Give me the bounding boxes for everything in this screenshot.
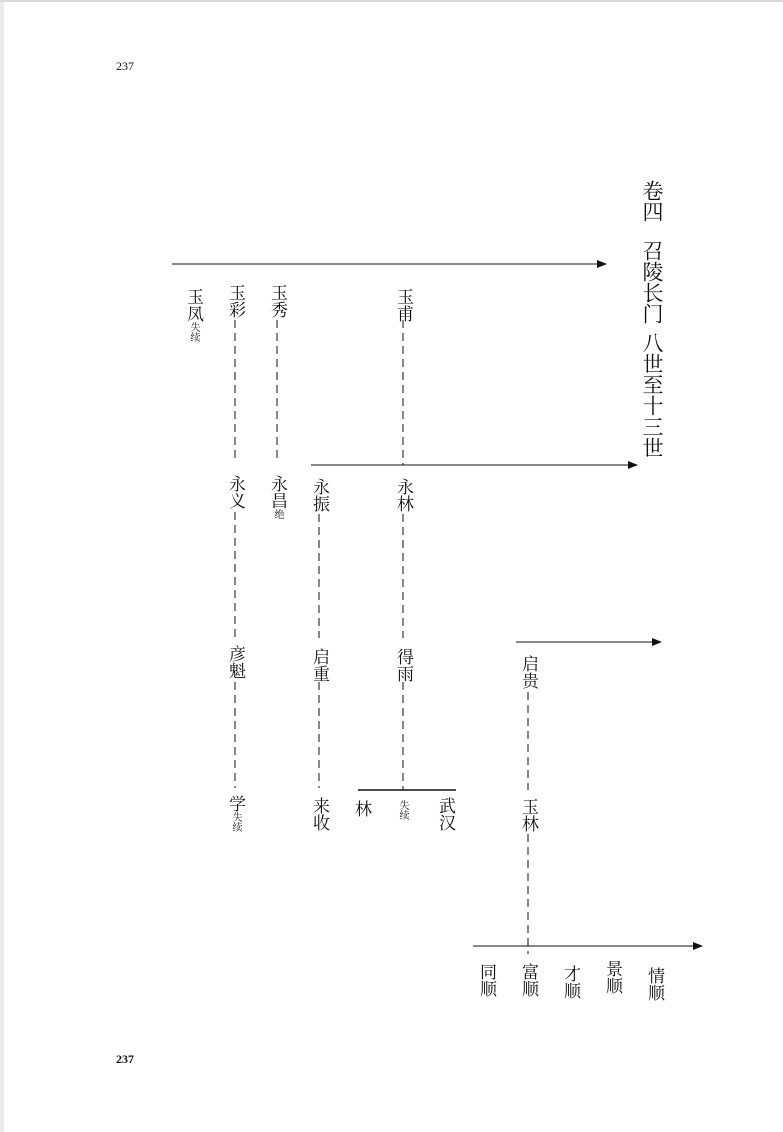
person-jingshun: 景顺 [602,960,622,994]
status-note-lost: 失续 [230,812,241,832]
person-laishou: 来收 [309,797,329,831]
status-note-extinct: 绝 [272,509,283,519]
page-number-top: 237 [116,59,134,73]
person-yankui: 彦魁 [225,645,245,679]
person-name: 永昌 [267,475,287,509]
person-xue [226,795,243,832]
title-range: 八世至十三世 [640,332,664,458]
title-volume: 卷四 [640,180,664,222]
person-yulin: 玉林 [518,798,538,832]
person-yucai: 玉彩 [225,284,245,318]
person-lin: 林 [351,800,371,817]
status-note-lost: 失续 [397,800,408,820]
person-yongchang [268,475,285,519]
person-deyu: 得雨 [393,648,413,682]
person-wuhan: 武汉 [435,797,455,831]
person-caishun: 才顺 [560,965,580,999]
person-qigui: 启贵 [518,655,538,689]
page-number-bottom: 237 [116,1052,134,1066]
person-yufeng [184,288,201,342]
person-name: 学 [225,795,245,812]
title-branch: 召陵长门 [640,240,664,324]
person-tongshun: 同顺 [476,963,496,997]
person-qingshun: 情顺 [644,967,664,1001]
person-yongzhen: 永振 [309,478,329,512]
page-title [641,180,662,458]
person-yonglin: 永林 [393,478,413,512]
person-yufu: 玉甫 [393,288,413,322]
person-fushun: 富顺 [518,963,538,997]
person-name: 玉凤 [183,288,203,322]
person-yuxiu: 玉秀 [267,284,287,318]
status-note-lost: 失续 [188,322,199,342]
person-yongyi: 永义 [225,475,245,509]
person-qizhong: 启重 [309,648,329,682]
